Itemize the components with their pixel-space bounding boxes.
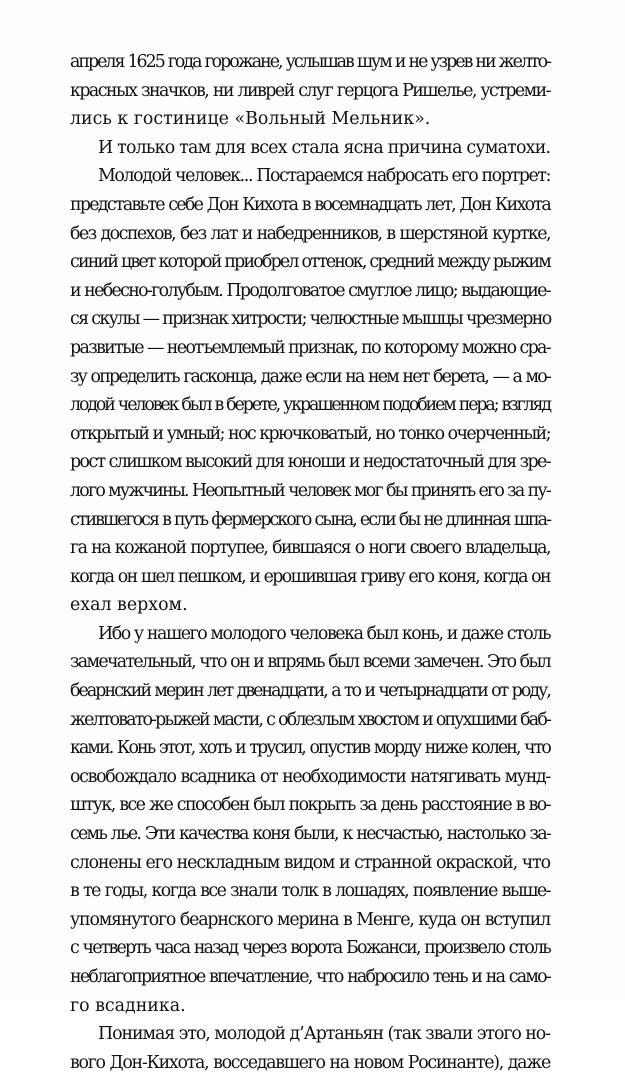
text-line: открытый и умный; нос крючковатый, но тонко очерченный;: [70, 423, 550, 444]
text-line: семь лье. Эти качества коня были, к несчастью, настолько за-: [70, 824, 550, 845]
text-line: га на кожаной портупее, бившаяся о ноги своего владельца,: [70, 538, 550, 559]
text-line: ся скулы — признак хитрости; челюстные мышцы чрезмерно: [70, 309, 551, 330]
text-line: рост слишком высокий для юноши и недостаточный для зре-: [70, 452, 550, 473]
text-line: Ибо у нашего молодого человека был конь, и даже столь: [98, 623, 550, 644]
text-line: ехал верхом.: [70, 595, 188, 616]
text-line: представьте себе Дон Кихота в восемнадцать лет, Дон Кихота: [70, 194, 550, 215]
text-line: лого мужчины. Неопытный человек мог бы принять его за пу-: [70, 480, 550, 501]
text-line: и небесно-голубым. Продолговатое смуглое лицо; выдающие-: [70, 280, 550, 301]
text-line: в те годы, когда все знали толк в лошадях, появление выше-: [70, 881, 550, 902]
text-line: упомянутого беарнского мерина в Менге, куда он вступил: [70, 909, 550, 930]
text-line: синий цвет которой приобрел оттенок, средний между рыжим: [70, 252, 550, 273]
text-line: неблагоприятное впечатление, что набросило тень и на само-: [70, 967, 550, 987]
paragraph: [70, 1020, 550, 1077]
text-line: го всадника.: [70, 995, 186, 1016]
text-body: [70, 48, 550, 1077]
text-line: когда он шел пешком, и ерошившая гриву его коня, когда он: [70, 566, 550, 587]
text-line: развитые — неотъемлемый признак, по которому можно сра-: [70, 337, 550, 358]
text-line: вого Дон-Кихота, восседавшего на новом Росинанте), даже: [70, 1052, 550, 1073]
text-line: замечательный, что он и впрямь был всеми замечен. Это был: [70, 652, 550, 673]
text-line: слонены его нескладным видом и странной окраской, что: [70, 852, 550, 873]
paragraph: [70, 134, 550, 163]
text-line: штук, все же способен был покрыть за день расстояние в во-: [70, 795, 550, 816]
text-line: желтовато-рыжей масти, с облезлым хвостом и опухшими баб-: [70, 709, 550, 730]
paragraph: [70, 48, 550, 134]
text-line: зу определить гасконца, даже если на нем нет берета, — а мо-: [70, 366, 550, 387]
paragraph: [70, 162, 550, 620]
text-line: лись к гостинице «Вольный Мельник».: [70, 109, 431, 130]
text-line: беарнский мерин лет двенадцати, а то и четырнадцати от роду,: [70, 681, 550, 702]
text-line: стившегося в путь фермерского сына, если бы не длинная шпа-: [70, 509, 550, 530]
text-line: без доспехов, без лат и набедренников, в шерстяной куртке,: [70, 223, 550, 244]
text-line: с четверть часа назад через ворота Божанси, произвело столь: [70, 938, 550, 959]
text-line: красных значков, ни ливрей слуг герцога Ришелье, устреми-: [70, 80, 550, 101]
text-line: лодой человек был в берете, украшенном подобием пера; взгляд: [70, 395, 550, 416]
text-line: ками. Конь этот, хоть и трусил, опустив морду ниже колен, что: [70, 738, 550, 759]
text-line: И только там для всех стала ясна причина суматохи.: [98, 137, 551, 158]
text-line: Молодой человек... Постараемся набросать его портрет:: [98, 166, 551, 187]
text-line: апреля 1625 года горожане, услышав шум и не узрев ни желто-: [70, 52, 550, 72]
text-line: освобождало всадника от необходимости натягивать мунд-: [70, 766, 550, 787]
paragraph: [70, 620, 550, 1020]
text-line: Понимая это, молодой д’Артаньян (так звали этого но-: [98, 1024, 550, 1045]
